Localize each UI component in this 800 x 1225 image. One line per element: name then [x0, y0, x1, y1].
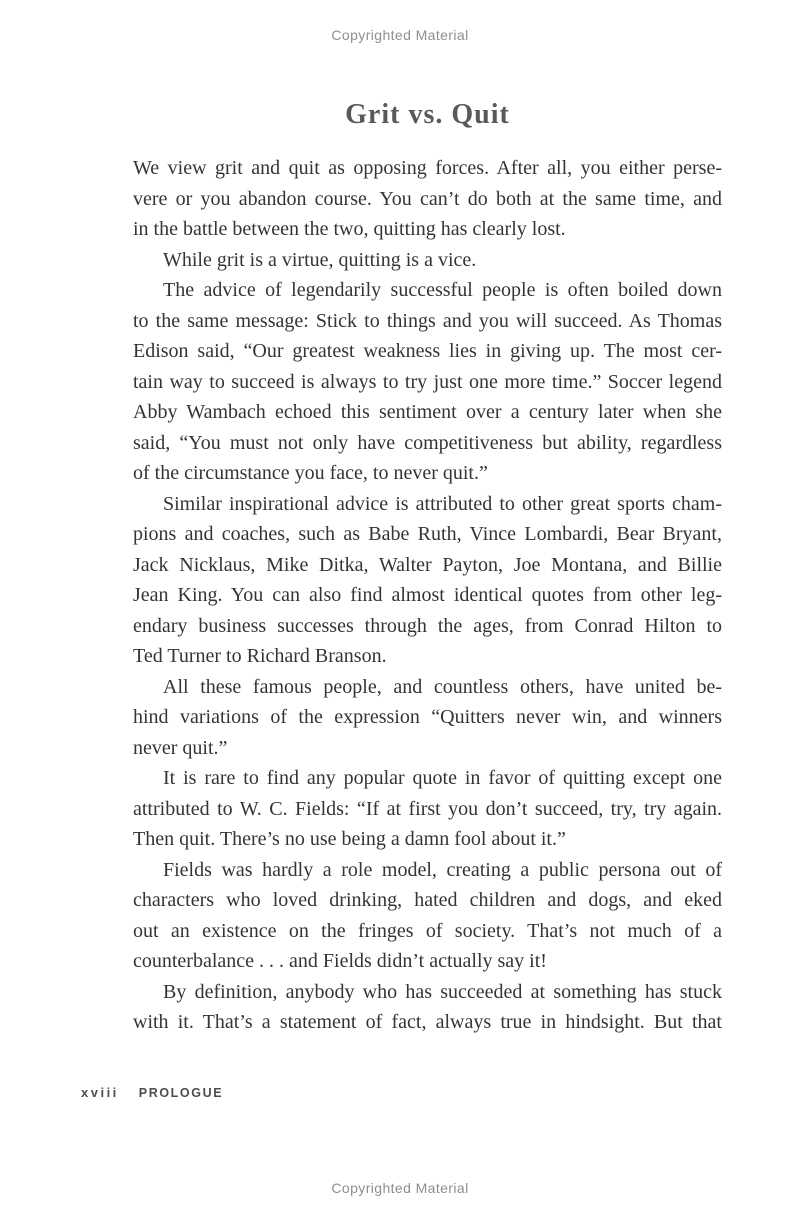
text-line: Jack Nicklaus, Mike Ditka, Walter Payton, Joe Montana, and Billie — [133, 553, 722, 576]
text-line: with it. That’s a statement of fact, always true in hindsight. But that — [133, 1011, 722, 1033]
text-line: attributed to W. C. Fields: “If at first you don’t succeed, try, try again. — [133, 797, 722, 820]
paragraph — [133, 245, 722, 276]
paragraph — [133, 763, 722, 855]
page-footer — [81, 1084, 223, 1102]
text-line: Ted Turner to Richard Branson. — [133, 645, 387, 667]
chapter-heading: Grit vs. Quit — [345, 99, 510, 130]
text-line: of the circumstance you face, to never quit.” — [133, 462, 488, 484]
text-line: We view grit and quit as opposing forces. After all, you either perse- — [133, 157, 722, 179]
text-line: tain way to succeed is always to try just one more time.” Soccer legend — [133, 370, 722, 393]
text-line: never quit.” — [133, 736, 228, 759]
text-line: counterbalance . . . and Fields didn’t actually say it! — [133, 950, 547, 972]
copyright-notice-bottom: Copyrighted Material — [331, 1180, 469, 1196]
text-line: It is rare to find any popular quote in favor of quitting except one — [163, 767, 722, 789]
body-text — [133, 153, 722, 1038]
section-label: PROLOGUE — [138, 1086, 224, 1100]
text-line: All these famous people, and countless others, have united be- — [163, 675, 722, 698]
text-line: hind variations of the expression “Quitters never win, and winners — [133, 706, 722, 728]
text-line: in the battle between the two, quitting has clearly lost. — [133, 218, 566, 240]
text-line: said, “You must not only have competitiveness but ability, regardless — [133, 431, 722, 454]
text-line: Edison said, “Our greatest weakness lies in giving up. The most cer- — [133, 340, 722, 362]
text-line: out an existence on the fringes of society. That’s not much of a — [133, 919, 722, 942]
text-line: characters who loved drinking, hated children and dogs, and eked — [133, 889, 722, 911]
paragraph — [133, 855, 722, 977]
paragraph — [133, 275, 722, 489]
text-line: The advice of legendarily successful people is often boiled down — [163, 279, 722, 301]
text-line: Abby Wambach echoed this sentiment over a century later when she — [133, 401, 722, 423]
text-line: endary business successes through the ages, from Conrad Hilton to — [133, 614, 722, 637]
text-line: Jean King. You can also find almost identical quotes from other leg- — [133, 584, 722, 606]
text-line: vere or you abandon course. You can’t do both at the same time, and — [133, 187, 722, 210]
text-line: Then quit. There’s no use being a damn fool about it.” — [133, 828, 566, 850]
text-line: Fields was hardly a role model, creating a public persona out of — [163, 858, 722, 881]
paragraph — [133, 672, 722, 764]
paragraph — [133, 153, 722, 245]
page-number: xviii — [81, 1085, 119, 1100]
paragraph — [133, 977, 722, 1038]
paragraph — [133, 489, 722, 672]
copyright-notice-top: Copyrighted Material — [331, 27, 469, 43]
text-line: pions and coaches, such as Babe Ruth, Vince Lombardi, Bear Bryant, — [133, 523, 722, 545]
text-line: to the same message: Stick to things and you will succeed. As Thomas — [133, 309, 722, 332]
text-line: By definition, anybody who has succeeded at something has stuck — [163, 980, 722, 1003]
text-line: Similar inspirational advice is attributed to other great sports cham- — [163, 492, 722, 515]
text-line: While grit is a virtue, quitting is a vice. — [163, 248, 477, 271]
